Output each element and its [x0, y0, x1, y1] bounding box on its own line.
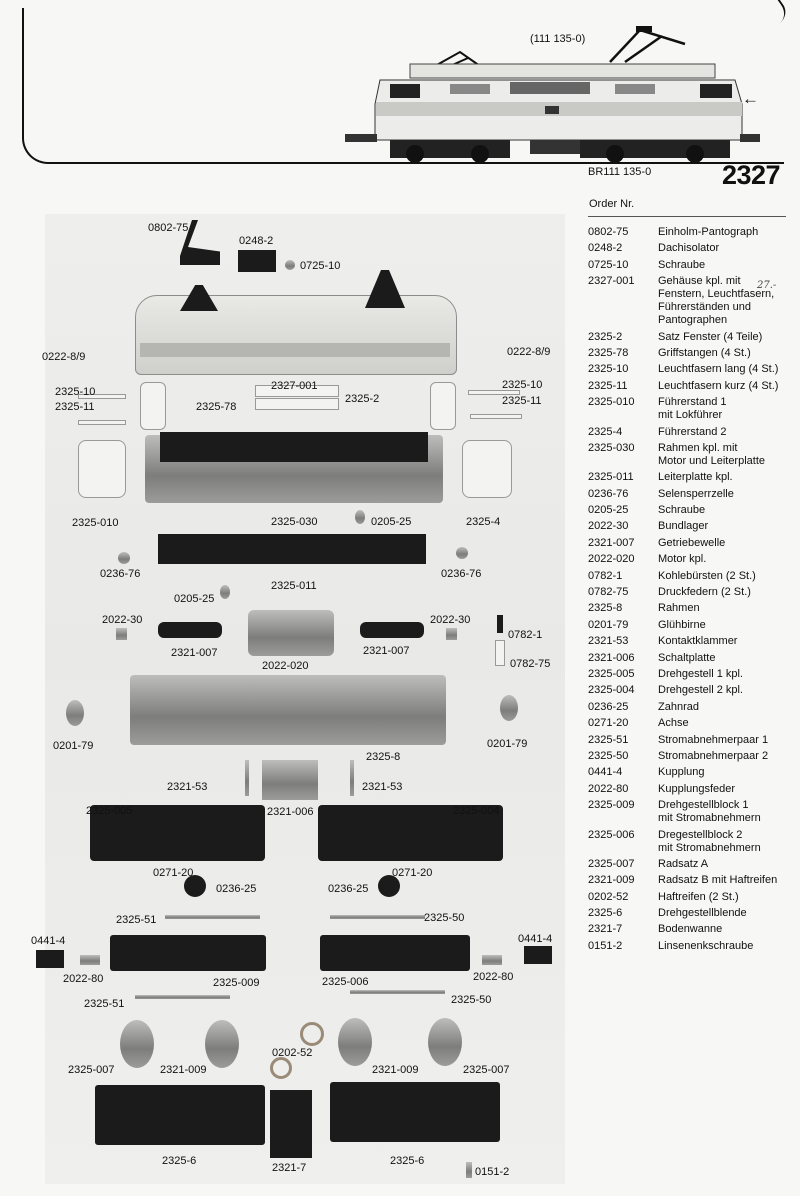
part-description: Dregestellblock 2 mit Stromabnehmern	[658, 828, 761, 854]
parts-list	[588, 226, 793, 956]
list-item	[588, 668, 793, 681]
part-number: 2325-009	[588, 799, 635, 812]
contact-clip-left-part	[245, 760, 249, 796]
list-item	[588, 520, 793, 533]
list-item	[588, 602, 793, 615]
part-number: 0802-75	[588, 226, 629, 238]
part-number: 2321-7	[588, 923, 623, 936]
part-description: Zahnrad	[658, 700, 699, 713]
part-description: Drehgestell 1 kpl.	[658, 667, 743, 680]
label-2325-78: 2325-78	[196, 401, 237, 413]
list-item	[588, 426, 793, 439]
wheelset-b-left-part	[205, 1020, 239, 1068]
grab-rail-left-part	[140, 382, 166, 430]
label-2325-6-left: 2325-6	[162, 1155, 197, 1167]
spring-part	[495, 640, 505, 666]
part-description: Radsatz A	[658, 857, 709, 870]
bottom-tray-part	[270, 1090, 312, 1158]
order-heading: Order Nr.	[589, 198, 635, 210]
coupling-left-part	[36, 950, 64, 968]
list-item	[588, 226, 793, 239]
list-item	[588, 331, 793, 344]
part-number: 2325-11	[588, 379, 628, 392]
label-2325-030: 2325-030	[271, 516, 318, 528]
list-item	[588, 504, 793, 517]
pcb-part	[158, 534, 426, 564]
part-number: 2325-030	[588, 441, 635, 454]
part-number: 2325-10	[588, 363, 629, 376]
label-0222-8-9-left: 0222-8/9	[42, 351, 86, 363]
part-number: 2325-005	[588, 667, 635, 680]
part-description: Schraube	[658, 258, 706, 271]
list-item	[588, 684, 793, 697]
part-number: 0151-2	[588, 939, 623, 952]
part-description: Drehgestellblock 1 mit Stromabnehmern	[658, 799, 761, 825]
part-number: 0441-4	[588, 766, 623, 779]
traction-tyre-part	[300, 1022, 324, 1046]
pickup-pair-2b-part	[350, 990, 445, 994]
label-0151-2: 0151-2	[475, 1166, 510, 1178]
part-number: 0725-10	[588, 258, 629, 271]
part-description: Führerstand 1 mit Lokführer	[658, 396, 727, 422]
part-description: Schaltplatte	[658, 651, 716, 664]
label-0271-20-left: 0271-20	[153, 867, 194, 879]
label-0236-76-right: 0236-76	[441, 568, 482, 580]
part-number: 2022-80	[588, 782, 629, 795]
label-2321-53-left: 2321-53	[167, 781, 208, 793]
list-item	[588, 259, 793, 272]
part-description: Satz Fenster (4 Teile)	[658, 330, 763, 343]
label-2022-30-left: 2022-30	[102, 614, 143, 626]
list-item	[588, 874, 793, 887]
part-number: 2325-6	[588, 907, 623, 920]
part-description: Leuchtfasern lang (4 St.)	[658, 363, 779, 376]
part-number: 2325-8	[588, 602, 623, 615]
part-description: Selensperrzelle	[658, 487, 734, 500]
selenium-cell-left-part	[118, 552, 130, 564]
part-description: Linsenenkschraube	[658, 939, 754, 952]
bogie-sideframe-right-part	[330, 1082, 500, 1142]
part-number: 2325-010	[588, 396, 635, 409]
selenium-cell-right-part	[456, 547, 468, 559]
label-0201-79-right: 0201-79	[487, 738, 528, 750]
label-0725-10: 0725-10	[300, 260, 341, 272]
label-0205-25-b: 0205-25	[174, 593, 215, 605]
label-2325-10-left: 2325-10	[55, 386, 96, 398]
label-2325-50-b: 2325-50	[451, 994, 492, 1006]
part-number: 2321-009	[588, 874, 635, 887]
bearing-right-part	[446, 628, 457, 640]
label-2325-006: 2325-006	[322, 976, 369, 988]
part-number: 2327-001	[588, 275, 635, 288]
part-number: 2022-020	[588, 553, 635, 566]
part-number: 2022-30	[588, 520, 629, 533]
part-description: Einholm-Pantograph	[658, 226, 759, 238]
label-2321-006: 2321-006	[267, 806, 314, 818]
locomotive-name: BR111 135-0	[588, 166, 652, 178]
list-item	[588, 766, 793, 779]
label-2022-020: 2022-020	[262, 660, 309, 672]
list-item	[588, 829, 793, 855]
roof-insulator-part	[238, 250, 276, 272]
label-2022-80-right: 2022-80	[473, 971, 514, 983]
traction-tyre-part-2	[270, 1057, 292, 1079]
wheelset-a-left-part	[120, 1020, 154, 1068]
list-item	[588, 380, 793, 393]
label-0201-79-left: 0201-79	[53, 740, 94, 752]
part-description: Führerstand 2	[658, 425, 727, 438]
label-2325-51-b: 2325-51	[84, 998, 125, 1010]
label-2325-51-a: 2325-51	[116, 914, 157, 926]
label-0205-25-a: 0205-25	[371, 516, 412, 528]
label-2325-005: 2325-005	[86, 805, 133, 817]
part-description: Radsatz B mit Haftreifen	[658, 874, 778, 887]
part-description: Kupplung	[658, 766, 705, 779]
gear-shaft-right-part	[360, 622, 424, 638]
label-2325-007-right: 2325-007	[463, 1064, 510, 1076]
part-description: Stromabnehmerpaar 2	[658, 749, 769, 762]
list-item	[588, 442, 793, 468]
cab-1-part	[78, 440, 126, 498]
list-item	[588, 363, 793, 376]
label-0271-20-right: 0271-20	[392, 867, 433, 879]
arrow-left-icon: ←	[742, 89, 759, 108]
label-0441-4-right: 0441-4	[518, 933, 553, 945]
label-0236-25-right: 0236-25	[328, 883, 369, 895]
order-divider	[588, 216, 786, 217]
part-description: Dachisolator	[658, 242, 720, 255]
label-2325-2: 2325-2	[345, 393, 380, 405]
fiber-short-right-part	[470, 414, 522, 419]
label-2325-011: 2325-011	[271, 580, 317, 592]
list-item	[588, 891, 793, 904]
part-number: 2325-78	[588, 346, 629, 359]
label-2325-010: 2325-010	[72, 517, 119, 529]
list-item	[588, 858, 793, 871]
label-2321-007-right: 2321-007	[363, 645, 410, 657]
label-2321-7: 2321-7	[272, 1162, 307, 1174]
coupling-right-part	[524, 946, 552, 964]
coupler-spring-right-part	[482, 955, 502, 965]
label-2321-009-left: 2321-009	[160, 1064, 207, 1076]
wheelset-a-right-part	[428, 1018, 462, 1066]
list-item	[588, 940, 793, 953]
label-2325-007-left: 2325-007	[68, 1064, 115, 1076]
coupler-spring-left-part	[80, 955, 100, 965]
switch-plate-part	[262, 760, 318, 800]
bearing-left-part	[116, 628, 127, 640]
part-number: 0782-75	[588, 586, 629, 599]
part-number: 2325-006	[588, 828, 635, 841]
part-number: 2321-006	[588, 651, 635, 664]
list-item	[588, 396, 793, 422]
grab-rail-right-part	[430, 382, 456, 430]
part-description: Leuchtfasern kurz (4 St.)	[658, 379, 779, 392]
part-description: Kupplungsfeder	[658, 782, 736, 795]
part-description: Leiterplatte kpl.	[658, 471, 733, 484]
bogie-sideframe-left-part	[95, 1085, 265, 1145]
list-item	[588, 635, 793, 648]
list-item	[588, 471, 793, 484]
handwritten-note: 27.-	[757, 280, 777, 291]
part-description: Motor kpl.	[658, 553, 707, 566]
part-description: Kohlebürsten (2 St.)	[658, 569, 756, 582]
label-0441-4-left: 0441-4	[31, 935, 66, 947]
label-2321-007-left: 2321-007	[171, 647, 218, 659]
list-item	[588, 717, 793, 730]
housing-stripe-part	[140, 343, 450, 357]
screw-0151-part	[466, 1162, 472, 1178]
label-2325-10-right: 2325-10	[502, 379, 543, 391]
cab-2-part	[462, 440, 512, 498]
part-description: Rahmen	[658, 602, 700, 615]
list-item	[588, 242, 793, 255]
label-0802-75: 0802-75	[148, 222, 189, 234]
catalog-number: 2327	[722, 160, 781, 190]
part-description: Glühbirne	[658, 618, 706, 631]
pickup-pair-1b-part	[135, 995, 230, 999]
label-0202-52: 0202-52	[272, 1047, 313, 1059]
fiber-short-left-part	[78, 420, 126, 425]
part-number: 0205-25	[588, 504, 629, 517]
part-number: 0236-25	[588, 700, 629, 713]
wheelset-b-right-part	[338, 1018, 372, 1066]
gear-shaft-left-part	[158, 622, 222, 638]
part-number: 0248-2	[588, 242, 623, 255]
part-description: Gehäuse kpl. mit Fenstern, Leuchtfasern, Führerständen und Pantographen	[658, 275, 775, 327]
part-description: Drehgestell 2 kpl.	[658, 684, 743, 697]
label-2321-53-right: 2321-53	[362, 781, 403, 793]
label-2327-001: 2327-001	[271, 380, 318, 392]
list-item	[588, 537, 793, 550]
list-item	[588, 734, 793, 747]
carbon-brush-part	[497, 615, 503, 633]
part-description: Bundlager	[658, 520, 709, 533]
label-0236-76-left: 0236-76	[100, 568, 141, 580]
label-0236-25-left: 0236-25	[216, 883, 257, 895]
locomotive-number: (111 135-0)	[530, 33, 586, 45]
list-item	[588, 586, 793, 599]
part-number: 0782-1	[588, 569, 623, 582]
part-number: 2321-007	[588, 536, 635, 549]
bulb-left-part	[66, 700, 84, 726]
part-description: Griffstangen (4 St.)	[658, 346, 751, 359]
list-item	[588, 701, 793, 714]
frame-pcb-part	[160, 432, 428, 462]
part-number: 2325-007	[588, 857, 635, 870]
part-number: 2325-004	[588, 684, 635, 697]
list-item	[588, 553, 793, 566]
part-number: 0202-52	[588, 890, 629, 903]
label-2022-30-right: 2022-30	[430, 614, 471, 626]
part-number: 2325-011	[588, 471, 634, 484]
label-2325-11-left: 2325-11	[55, 401, 95, 413]
bulb-right-part	[500, 695, 518, 721]
part-description: Getriebewelle	[658, 536, 726, 549]
part-description: Druckfedern (2 St.)	[658, 586, 751, 599]
part-number: 2325-4	[588, 425, 623, 438]
list-item	[588, 907, 793, 920]
part-description: Bodenwanne	[658, 923, 723, 936]
pickup-pair-1-part	[165, 915, 260, 919]
part-number: 2325-50	[588, 749, 629, 762]
list-item	[588, 750, 793, 763]
part-description: Schraube	[658, 504, 706, 517]
label-2325-009: 2325-009	[213, 977, 260, 989]
part-number: 2321-53	[588, 635, 629, 648]
part-description: Kontaktklammer	[658, 635, 738, 648]
part-description: Achse	[658, 717, 689, 730]
label-0782-75: 0782-75	[510, 658, 551, 670]
list-item	[588, 347, 793, 360]
label-0222-8-9-right: 0222-8/9	[507, 346, 551, 358]
list-item	[588, 275, 793, 327]
label-2325-004: 2325-004	[453, 805, 500, 817]
part-number: 0271-20	[588, 717, 629, 730]
label-2325-8: 2325-8	[366, 751, 401, 763]
contact-clip-right-part	[350, 760, 354, 796]
screw-0205-b-part	[220, 585, 230, 599]
motor-part	[248, 610, 334, 656]
pickup-pair-2-part	[330, 915, 425, 919]
part-number: 2325-51	[588, 733, 629, 746]
list-item	[588, 570, 793, 583]
label-0248-2: 0248-2	[239, 235, 274, 247]
part-number: 2325-2	[588, 330, 623, 343]
screw-0205-part	[355, 510, 365, 524]
part-description: Haftreifen (2 St.)	[658, 890, 739, 903]
frame-2325-8-part	[130, 675, 446, 745]
part-description: Drehgestellblende	[658, 907, 747, 920]
part-number: 0236-76	[588, 487, 629, 500]
label-2325-6-right: 2325-6	[390, 1155, 425, 1167]
label-2022-80-left: 2022-80	[63, 973, 104, 985]
part-description: Rahmen kpl. mit Motor und Leiterplatte	[658, 441, 766, 467]
screw-part	[285, 260, 295, 270]
list-item	[588, 488, 793, 501]
label-2321-009-right: 2321-009	[372, 1064, 419, 1076]
label-2325-11-right: 2325-11	[502, 395, 542, 407]
bogie-block-2-part	[320, 935, 470, 971]
list-item	[588, 652, 793, 665]
label-2325-50-a: 2325-50	[424, 912, 465, 924]
label-2325-4: 2325-4	[466, 516, 501, 528]
list-item	[588, 619, 793, 632]
list-item	[588, 783, 793, 796]
part-description: Stromabnehmerpaar 1	[658, 733, 769, 746]
list-item	[588, 799, 793, 825]
window-set-part-2	[255, 398, 339, 410]
part-number: 0201-79	[588, 618, 629, 631]
bogie-block-1-part	[110, 935, 266, 971]
label-0782-1: 0782-1	[508, 629, 543, 641]
list-item	[588, 923, 793, 936]
